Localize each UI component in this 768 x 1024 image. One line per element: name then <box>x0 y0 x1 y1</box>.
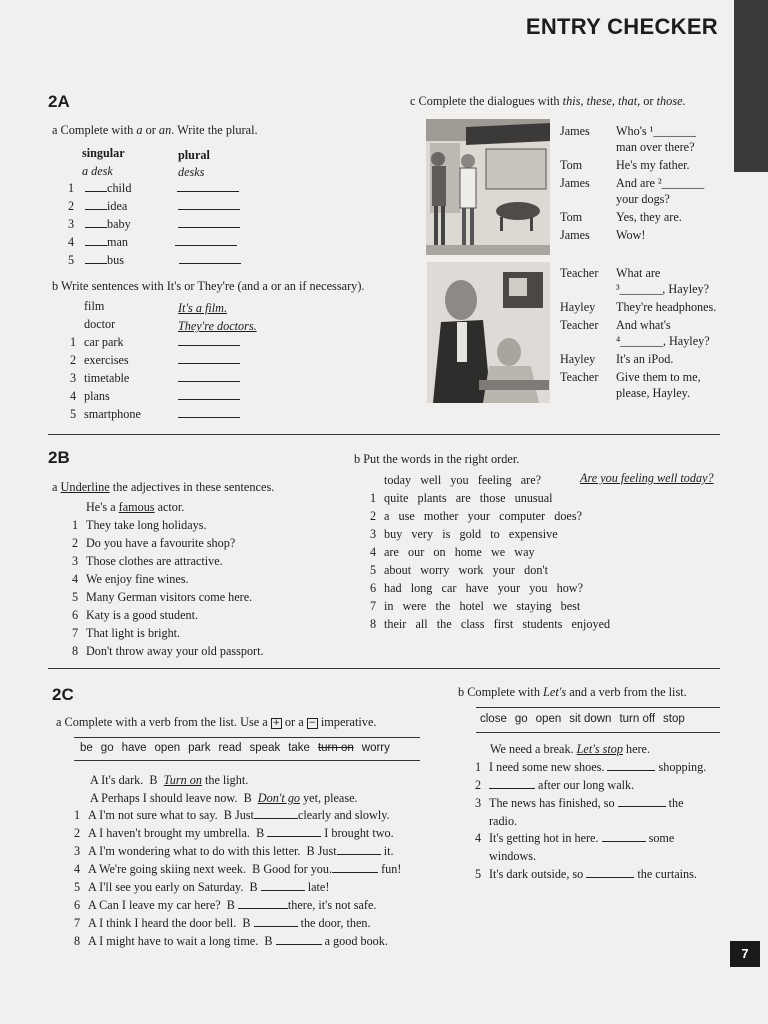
dialogue-line: Teacher Give them to me, please, Hayley. <box>560 370 701 400</box>
list-item: 5 Many German visitors come here. <box>72 590 253 604</box>
word-item: be <box>80 742 93 754</box>
answer-blank[interactable] <box>332 861 378 873</box>
answer-blank[interactable] <box>261 879 305 891</box>
word-list-2c-b <box>480 713 693 725</box>
answer-blank[interactable] <box>489 777 535 789</box>
list-item: 2 idea <box>68 197 241 215</box>
list-item: 5 bus <box>68 251 241 269</box>
answer-blank[interactable] <box>178 216 240 228</box>
list-item: 3 The news has finished, so the <box>475 796 684 810</box>
answer-blank[interactable] <box>177 180 239 192</box>
list-item: 3 buy very is gold to expensive <box>370 527 558 541</box>
word-item: park <box>188 742 211 754</box>
list-item: 4 A We're going skiing next week. B Good for you. fun! <box>74 862 402 876</box>
list-item: 6 Katy is a good student. <box>72 608 199 622</box>
answer-blank[interactable] <box>85 234 107 246</box>
answer-blank[interactable] <box>178 388 240 400</box>
list-item: 2 exercises <box>70 351 240 369</box>
answer-blank[interactable] <box>254 807 298 819</box>
word-item: take <box>288 742 310 754</box>
list-item: 1 A I'm not sure what to say. B Just clearly and slowly. <box>74 808 390 822</box>
example-sentence: We need a break. Let's stop here. <box>490 742 651 756</box>
word-item: open <box>535 713 562 725</box>
list-item: 3 baby <box>68 215 241 233</box>
example-answer: It's a film. <box>178 301 227 315</box>
answer-blank[interactable] <box>85 252 107 264</box>
example-word: film <box>84 299 105 313</box>
example-word: doctor <box>84 317 116 331</box>
dialogue-line: Hayley They're headphones. <box>560 300 717 314</box>
answer-blank[interactable] <box>618 795 666 807</box>
exercise-2a-a-instruction: a Complete with a or an. Write the plural. <box>52 123 258 137</box>
dialogue-1 <box>560 123 704 245</box>
wordbox-bottom-rule <box>476 732 720 733</box>
answer-blank[interactable] <box>175 234 237 246</box>
example-exchange: A It's dark. B Turn on the light. <box>90 773 249 787</box>
answer-blank[interactable] <box>607 759 655 771</box>
exercise-2b-b-list <box>370 489 610 633</box>
list-item: 1 I need some new shoes. shopping. <box>475 760 707 774</box>
example-sentence: He's a famous actor. <box>86 500 185 514</box>
plus-box: + <box>272 717 281 728</box>
answer-blank[interactable] <box>267 825 321 837</box>
list-item: 4 We enjoy fine wines. <box>72 572 189 586</box>
col-plural: plural <box>178 148 210 162</box>
exercise-2c-b-list <box>475 758 725 883</box>
answer-blank[interactable] <box>178 370 240 382</box>
answer-blank[interactable] <box>178 352 240 364</box>
page-title: ENTRY CHECKER <box>525 14 718 39</box>
list-item: 7 That light is bright. <box>72 626 181 640</box>
dialogue-line: Teacher And what's ⁴_______, Hayley? <box>560 318 710 348</box>
list-item: 7 in were the hotel we staying best <box>370 599 581 613</box>
list-item: 2 A I haven't brought my umbrella. B I brought two. <box>74 826 394 840</box>
col-singular: singular <box>82 146 125 160</box>
answer-blank[interactable] <box>85 180 107 192</box>
wordbox-bottom-rule <box>74 760 420 761</box>
side-tab <box>734 0 768 172</box>
section-label-2c: 2C <box>52 685 74 704</box>
word-item: go <box>100 742 114 754</box>
word-item: close <box>480 713 507 725</box>
example-singular: a desk <box>82 164 113 178</box>
example-plural: desks <box>178 165 205 179</box>
exercise-2b-a-instruction: a Underline the adjectives in these sentences. <box>52 480 275 494</box>
answer-blank[interactable] <box>178 198 240 210</box>
word-list-2c-a <box>80 742 398 754</box>
answer-blank[interactable] <box>254 915 298 927</box>
street-illustration <box>426 119 550 255</box>
list-item: 7 A I think I heard the door bell. B the door, then. <box>74 916 371 930</box>
word-item: turn on <box>317 742 354 754</box>
list-item: 6 had long car have your you how? <box>370 581 584 595</box>
list-item: 6 A Can I leave my car here? B there, it's not safe. <box>74 898 377 912</box>
wordbox-top-rule <box>74 737 420 738</box>
list-item-continued: radio. <box>489 814 518 828</box>
answer-blank[interactable] <box>337 843 381 855</box>
exercise-2a-a-list <box>68 179 241 269</box>
exercise-2b-a-list <box>72 516 264 660</box>
dialogue-line: James Who's ¹_______ man over there? <box>560 124 696 154</box>
answer-blank[interactable] <box>276 933 322 945</box>
list-item: 5 about worry work your don't <box>370 563 548 577</box>
list-item: 2 after our long walk. <box>475 778 635 792</box>
word-item: speak <box>249 742 281 754</box>
word-item: go <box>514 713 528 725</box>
list-item-continued: windows. <box>489 849 537 863</box>
list-item: 8 Don't throw away your old passport. <box>72 644 264 658</box>
exercise-2a-b-list <box>70 333 240 423</box>
word-item: open <box>154 742 181 754</box>
section-divider <box>48 434 720 435</box>
list-item: 8 A I might have to wait a long time. B a good book. <box>74 934 388 948</box>
word-item: worry <box>361 742 390 754</box>
exercise-2c-a-list <box>74 806 401 950</box>
exercise-2b-b-instruction: b Put the words in the right order. <box>354 452 520 466</box>
dialogue-2 <box>560 265 716 403</box>
list-item: 3 timetable <box>70 369 240 387</box>
exercise-2c-a-instruction: a Complete with a verb from the list. Use a + or a − imperative. <box>56 715 377 729</box>
answer-blank[interactable] <box>179 252 241 264</box>
section-label-2b: 2B <box>48 448 70 467</box>
example-exchange: A Perhaps I should leave now. B Don't go yet, please. <box>90 791 358 805</box>
word-item: have <box>121 742 147 754</box>
list-item: 3 A I'm wondering what to do with this letter. B Just it. <box>74 844 394 858</box>
list-item: 5 It's dark outside, so the curtains. <box>475 867 697 881</box>
list-item: 8 their all the class first students enjoyed <box>370 617 611 631</box>
example-words: today well you feeling are? <box>384 473 542 487</box>
list-item: 4 It's getting hot in here. some <box>475 831 675 845</box>
dialogue-line: Tom Yes, they are. <box>560 210 682 224</box>
dialogue-line: Teacher What are ³_______, Hayley? <box>560 266 710 296</box>
minus-box: − <box>308 717 317 728</box>
answer-blank[interactable] <box>586 866 634 878</box>
answer-blank[interactable] <box>178 406 240 418</box>
list-item: 1 child <box>68 179 241 197</box>
word-item: read <box>218 742 242 754</box>
list-item: 1 They take long holidays. <box>72 518 207 532</box>
section-divider <box>48 668 720 669</box>
answer-blank[interactable] <box>238 897 288 909</box>
section-label-2a: 2A <box>48 92 70 111</box>
classroom-illustration <box>427 262 550 403</box>
answer-blank[interactable] <box>85 198 107 210</box>
list-item: 2 a use mother your computer does? <box>370 509 582 523</box>
example-answer: Are you feeling well today? <box>580 471 714 485</box>
answer-blank[interactable] <box>178 334 240 346</box>
list-item: 5 smartphone <box>70 405 240 423</box>
list-item: 3 Those clothes are attractive. <box>72 554 223 568</box>
word-item: stop <box>663 713 685 725</box>
exercise-2a-c-instruction: c Complete the dialogues with this, these, that, or those. <box>410 94 686 108</box>
list-item: 1 car park <box>70 333 240 351</box>
list-item: 1 quite plants are those unusual <box>370 491 553 505</box>
answer-blank[interactable] <box>602 830 646 842</box>
list-item: 4 man <box>68 233 241 251</box>
dialogue-line: James And are ²_______ your dogs? <box>560 176 705 206</box>
list-item: 4 plans <box>70 387 240 405</box>
list-item: 5 A I'll see you early on Saturday. B late! <box>74 880 330 894</box>
exercise-2a-b-instruction: b Write sentences with It's or They're (and a or an if necessary). <box>52 279 365 293</box>
dialogue-line: Hayley It's an iPod. <box>560 352 674 366</box>
list-item: 2 Do you have a favourite shop? <box>72 536 236 550</box>
dialogue-line: Tom He's my father. <box>560 158 690 172</box>
answer-blank[interactable] <box>85 216 107 228</box>
dialogue-line: James Wow! <box>560 228 646 242</box>
exercise-2c-b-instruction: b Complete with Let's and a verb from the list. <box>458 685 687 699</box>
example-answer: They're doctors. <box>178 319 257 333</box>
word-item: sit down <box>569 713 612 725</box>
list-item: 4 are our on home we way <box>370 545 535 559</box>
wordbox-top-rule <box>476 707 720 708</box>
word-item: turn off <box>619 713 656 725</box>
page-number: 7 <box>730 941 760 967</box>
